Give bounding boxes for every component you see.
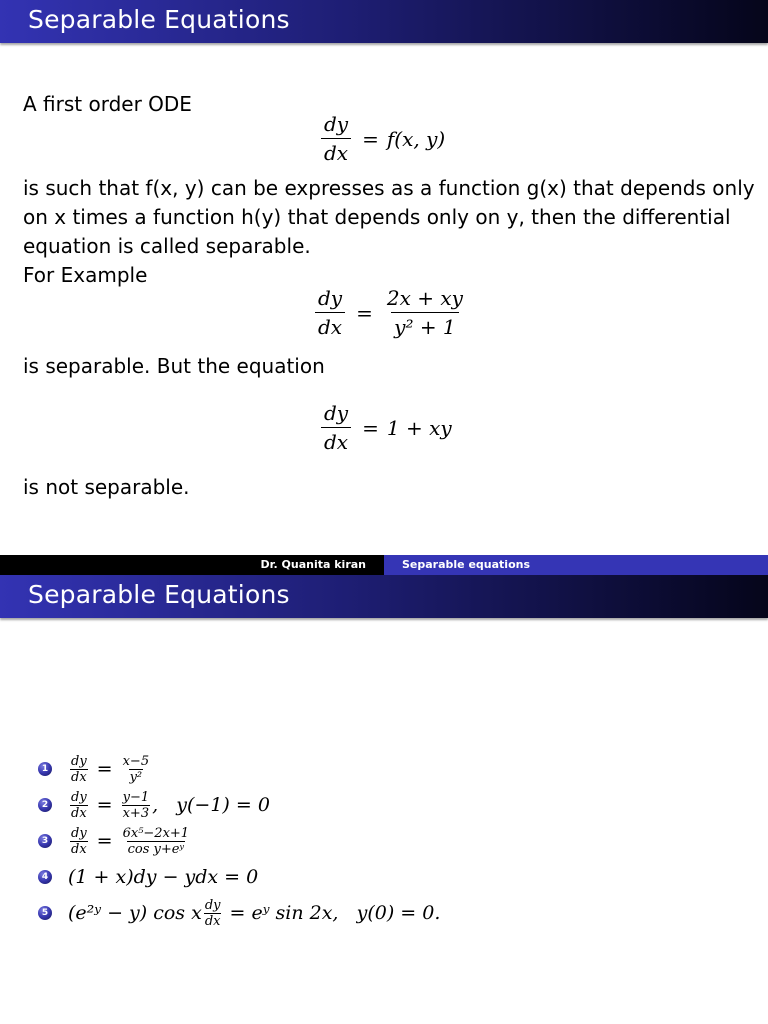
definition-line-3: equation is called separable. bbox=[23, 234, 311, 258]
bullet-number-icon: 4 bbox=[38, 870, 52, 884]
equation-separable-example: $\frac{dy}{dx}$ = $\frac{2x + xy}{\text{y² + 1}}$ bbox=[312, 286, 469, 339]
slide-2-title: Separable Equations bbox=[28, 580, 290, 609]
exercise-equation: (e²ʸ − y) cos x $\frac{dy}{dx}$ = eʸ sin 2x, y(0) = 0. bbox=[68, 897, 441, 929]
footer-author: Dr. Quanita kiran bbox=[260, 558, 366, 571]
bullet-number-icon: 1 bbox=[38, 762, 52, 776]
equation-rhs: 1 + xy bbox=[386, 415, 452, 440]
example-label: For Example bbox=[23, 263, 148, 287]
exercise-equation: (1 + x)dy − ydx = 0 bbox=[68, 866, 259, 888]
rhs-fraction: $\frac{2x + xy}{\text{y² + 1}}$ bbox=[386, 286, 463, 339]
slide-1-title: Separable Equations bbox=[28, 5, 290, 34]
definition-line-2: on x times a function h(y) that depends only on y, then the differential bbox=[23, 205, 731, 229]
dy-dx-fraction: $\frac{dy}{dx}$ bbox=[321, 401, 351, 454]
slide-2-title-bar bbox=[0, 575, 768, 618]
footer-author-section bbox=[0, 555, 384, 575]
list-item bbox=[38, 751, 440, 787]
list-item bbox=[38, 859, 440, 895]
not-separable-text: is not separable. bbox=[23, 475, 190, 499]
exercise-equation: $\frac{dy}{dx}$ = $\frac{x-5}{\text{y²}}$ bbox=[71, 753, 150, 785]
slide-1-title-bar bbox=[0, 0, 768, 43]
bullet-number-icon: 5 bbox=[38, 906, 52, 920]
bullet-number-icon: 2 bbox=[38, 798, 52, 812]
equation-general-ode: $\frac{dy}{dx}$ = f(x, y) bbox=[318, 112, 445, 165]
definition-line-1: is such that f(x, y) can be expresses as a function g(x) that depends only bbox=[23, 176, 755, 200]
list-item bbox=[38, 823, 440, 859]
dy-dx-fraction: $\frac{dy}{dx}$ bbox=[315, 286, 345, 339]
exercise-equation: $\frac{dy}{dx}$ = $\frac{\text{6x⁵−2x+1}}{\text{cos y+eʸ}}$ bbox=[71, 825, 190, 857]
equation-non-separable-example: $\frac{dy}{dx}$ = 1 + xy bbox=[318, 401, 452, 454]
list-item bbox=[38, 787, 440, 823]
dy-dx-fraction: $\frac{dy}{dx}$ bbox=[321, 112, 351, 165]
exercise-list bbox=[38, 751, 440, 931]
list-item bbox=[38, 895, 440, 931]
footer-topic: Separable equations bbox=[402, 558, 531, 571]
separable-text: is separable. But the equation bbox=[23, 354, 325, 378]
slide-2 bbox=[0, 575, 768, 1024]
intro-text: A first order ODE bbox=[23, 92, 192, 116]
footer-topic-section bbox=[384, 555, 768, 575]
bullet-number-icon: 3 bbox=[38, 834, 52, 848]
footer-bar bbox=[0, 555, 768, 575]
exercise-equation: $\frac{dy}{dx}$ = $\frac{y-1}{x+3}$ , y(−1) = 0 bbox=[71, 789, 270, 821]
equation-rhs: f(x, y) bbox=[386, 126, 446, 151]
